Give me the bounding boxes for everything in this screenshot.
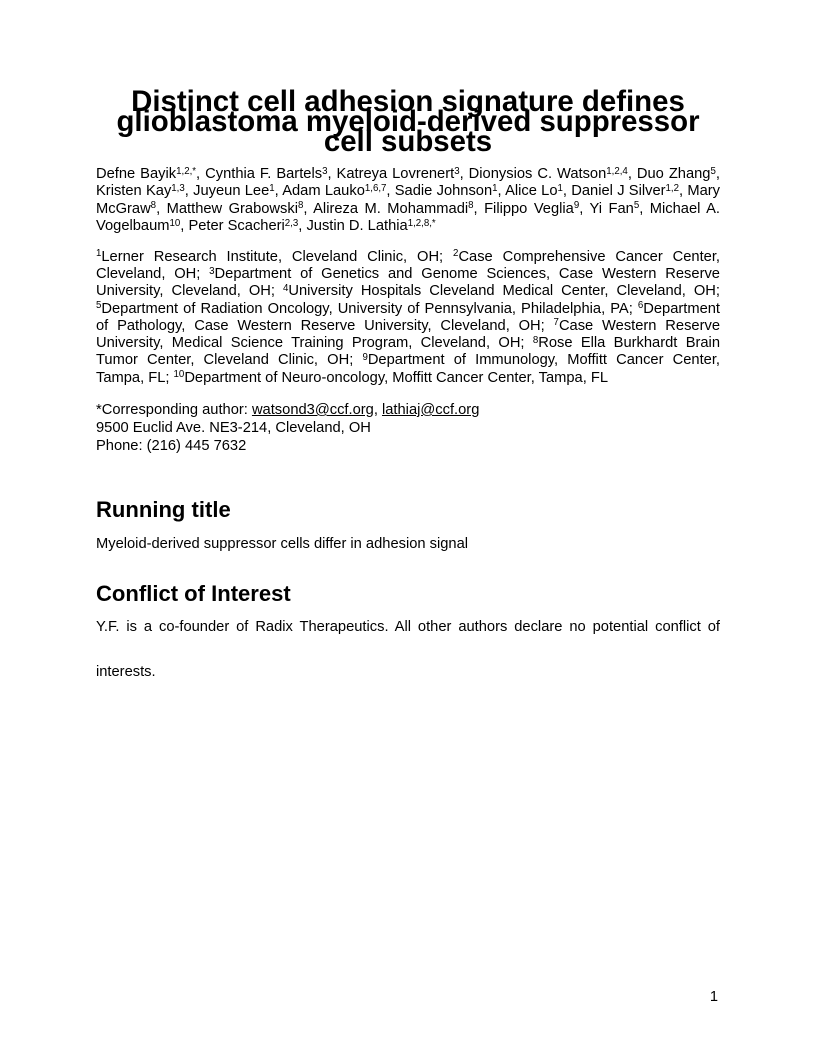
author-affiliation-superscript: 1,2,8,* bbox=[407, 217, 436, 229]
author-name: Alice Lo$^1$ bbox=[505, 183, 563, 200]
author-name: Defne Bayik$^{1,2,*}$ bbox=[96, 165, 197, 182]
author-affiliation-superscript: 9 bbox=[573, 200, 580, 212]
author-affiliation-superscript: 5 bbox=[633, 200, 640, 212]
affiliation-number-superscript: 10 bbox=[173, 369, 185, 381]
author-affiliation-superscript: 3 bbox=[454, 165, 460, 177]
affiliation-number-superscript: 8 bbox=[532, 334, 539, 346]
author-affiliation-superscript: 8 bbox=[298, 200, 304, 212]
author-affiliation-superscript: 8 bbox=[468, 200, 474, 212]
affiliation-number-superscript: 6 bbox=[637, 300, 644, 312]
author-affiliation-superscript: 1 bbox=[269, 183, 275, 195]
author-affiliation-superscript: 5 bbox=[710, 165, 716, 177]
author-name: Peter Scacheri$^{2,3}$ bbox=[188, 217, 299, 235]
email-link[interactable]: lathiaj@ccf.org bbox=[382, 402, 480, 418]
author-name: Filippo Veglia$^9$ bbox=[484, 200, 580, 217]
page-number: 1 bbox=[709, 989, 718, 1005]
affiliation-number-superscript: 3 bbox=[209, 265, 215, 277]
author-name: Michael A. Vogelbaum$^{10}$ bbox=[96, 200, 720, 235]
author-name: Daniel J Silver$^{1,2}$ bbox=[571, 183, 679, 200]
affiliation-number-superscript: 1 bbox=[96, 248, 102, 260]
author-affiliation-superscript: 1,6,7 bbox=[364, 183, 387, 195]
conflict-of-interest-heading: Conflict of Interest bbox=[96, 581, 291, 606]
author-name: Adam Lauko$^{1,6,7}$ bbox=[282, 183, 387, 200]
affiliation-list: $^1$Lerner Research Institute, Cleveland Clinic, OH; $^2$Case Comprehensive Cancer Center, Cleveland, OH; $^3$Department of Genetics and Genome Sciences, Case Western Reserve University, Cleveland, OH; $^4$University Hospitals Cleveland Medical Center, Cleveland, OH; $^5$Department of Radiation Oncology, University of Pennsylvania, Philadelphia, PA; $^6$Department of Pathology, Case Western Reserve University, Cleveland, OH; $^7$Case Western Reserve University, Medical Science Training Program, Cleveland, OH; $^8$Rose Ella Burkhardt Brain Tumor Center, Cleveland Clinic, OH; $^9$Department of Immunology, Moffitt Cancer Center, Tampa, FL; $^{10}$Department of Neuro-oncology, Moffitt Cancer Center, Tampa, FL bbox=[96, 248, 720, 386]
affiliation-number-superscript: 2 bbox=[453, 248, 459, 260]
affiliation-number-superscript: 7 bbox=[553, 317, 559, 329]
author-name: Yi Fan$^5$ bbox=[589, 200, 640, 217]
author-name: Kristen Kay$^{1,3}$ bbox=[96, 183, 185, 200]
author-affiliation-superscript: 3 bbox=[322, 165, 328, 177]
author-affiliation-superscript: 2,3 bbox=[284, 217, 299, 229]
running-title-text: Myeloid-derived suppressor cells differ in adhesion signal bbox=[96, 536, 469, 552]
affiliation-number-superscript: 4 bbox=[282, 282, 289, 294]
author-name: Mary McGraw$^8$ bbox=[96, 183, 720, 217]
corresponding-phone: Phone: (216) 445 7632 bbox=[96, 438, 247, 454]
author-name: Justin D. Lathia$^{1,2,8,*}$ bbox=[306, 217, 436, 235]
author-name: Matthew Grabowski$^8$ bbox=[166, 200, 304, 217]
author-name: Alireza M. Mohammadi$^8$ bbox=[313, 200, 474, 217]
affiliation-number-superscript: 5 bbox=[96, 300, 102, 312]
corresponding-author-line: *Corresponding author: watsond3@ccf.org, lathiaj@ccf.org bbox=[96, 402, 480, 418]
author-name: Juyeun Lee$^1$ bbox=[193, 183, 275, 200]
corresponding-block bbox=[96, 401, 720, 455]
author-affiliation-superscript: 1,2,* bbox=[176, 165, 197, 177]
conflict-of-interest-text: Y.F. is a co-founder of Radix Therapeutics. All other authors declare no potential conflict of interests. bbox=[96, 619, 720, 680]
author-affiliation-superscript: 1,3 bbox=[171, 183, 185, 195]
author-name: Dionysios C. Watson$^{1,2,4}$ bbox=[468, 165, 628, 182]
author-name: Duo Zhang$^5$ bbox=[636, 165, 716, 182]
author-affiliation-superscript: 1,2 bbox=[665, 183, 679, 195]
author-name: Katreya Lovrenert$^3$ bbox=[336, 165, 460, 182]
paper-title: Distinct cell adhesion signature defines glioblastoma myeloid-derived suppressor cell subsets bbox=[116, 85, 700, 158]
author-list: Defne Bayik$^{1,2,*}$, Cynthia F. Bartels$^3$, Katreya Lovrenert$^3$, Dionysios C. Watson$^{1,2,4}$, Duo Zhang$^5$, Kristen Kay$^{1,3}$, Juyeun Lee$^1$, Adam Lauko$^{1,6,7}$, Sadie Johnson$^1$, Alice Lo$^1$, Daniel J Silver$^{1,2}$, Mary McGraw$^8$, Matthew Grabowski$^8$, Alireza M. Mohammadi$^8$, Filippo Veglia$^9$, Yi Fan$^5$, Michael A. Vogelbaum$^{10}$, Peter Scacheri$^{2,3}$, Justin D. Lathia$^{1,2,8,*}$ bbox=[96, 165, 720, 235]
author-affiliation-superscript: 8 bbox=[150, 200, 157, 212]
running-title-heading: Running title bbox=[96, 497, 231, 522]
author-affiliation-superscript: 10 bbox=[169, 217, 181, 229]
author-affiliation-superscript: 1 bbox=[557, 183, 563, 195]
affiliation-number-superscript: 9 bbox=[362, 352, 368, 364]
author-name: Cynthia F. Bartels$^3$ bbox=[205, 165, 328, 182]
author-affiliation-superscript: 1,2,4 bbox=[606, 165, 628, 177]
corresponding-address: 9500 Euclid Ave. NE3-214, Cleveland, OH bbox=[96, 420, 371, 436]
author-name: Sadie Johnson$^1$ bbox=[394, 183, 498, 200]
page-content bbox=[96, 85, 720, 695]
author-affiliation-superscript: 1 bbox=[492, 183, 498, 195]
email-link[interactable]: watsond3@ccf.org bbox=[251, 402, 374, 418]
